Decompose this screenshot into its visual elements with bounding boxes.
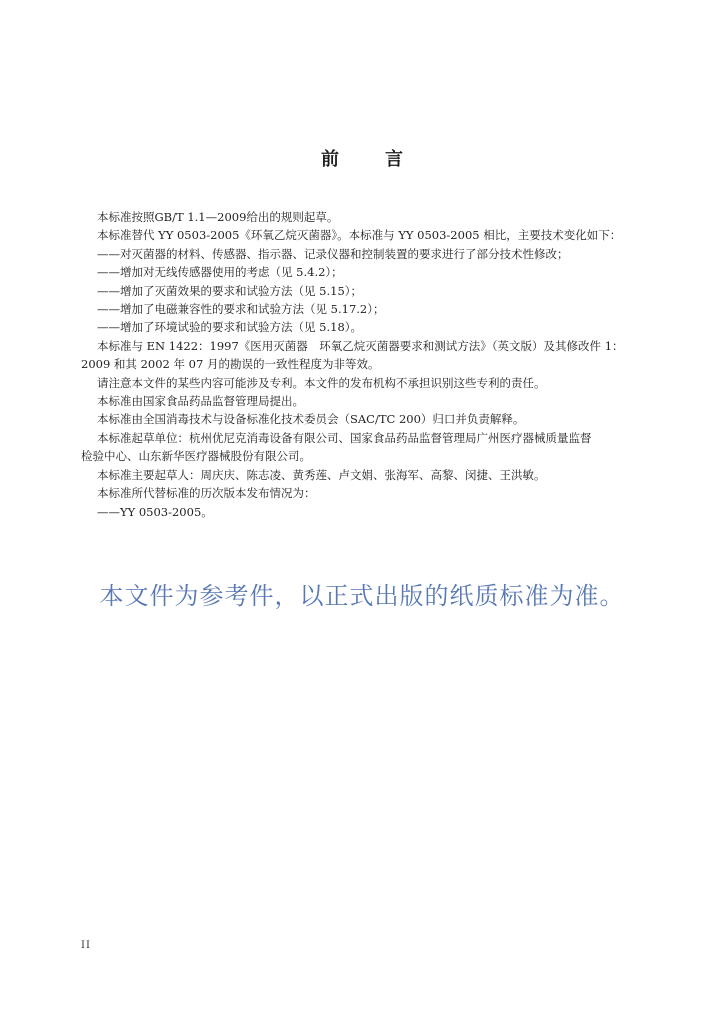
paragraph-consistency-continued: 2009 和其 2002 年 07 月的勘误的一致性程度为非等效。 [81,357,380,372]
paragraph-drafting-units-continued: 检验中心、山东新华医疗器械股份有限公司。 [81,449,311,464]
paragraph-history: 本标准所代替标准的历次版本发布情况为： [97,486,316,501]
list-item-change: ——对灭菌器的材料、传感器、指示器、记录仪器和控制装置的要求进行了部分技术性修改； [97,246,569,261]
paragraph-drafting-rule: 本标准按照GB/T 1.1—2009给出的规则起草。 [97,210,339,224]
page-title: 前 言 [321,149,417,170]
reference-watermark: 本文件为参考件，以正式出版的纸质标准为准。 [99,582,625,610]
paragraph-patent-notice: 请注意本文件的某些内容可能涉及专利。本文件的发布机构不承担识别这些专利的责任。 [97,375,546,390]
foreword-body [81,208,657,521]
list-item-change: ——增加了电磁兼容性的要求和试验方法（见 5.17.2）； [97,302,385,317]
paragraph-proposer: 本标准由国家食品药品监督管理局提出。 [97,394,304,409]
list-item-change: ——增加对无线传感器使用的考虑（见 5.4.2）； [97,265,343,280]
list-item-change: ——增加了环境试验的要求和试验方法（见 5.18）。 [97,320,363,335]
list-item-change: ——增加了灭菌效果的要求和试验方法（见 5.15）； [97,283,363,298]
paragraph-drafters: 本标准主要起草人：周庆庆、陈志凌、黄秀莲、卢文娟、张海军、高黎、闵捷、王洪敏。 [97,467,546,482]
paragraph-drafting-units: 本标准起草单位：杭州优尼克消毒设备有限公司、国家食品药品监督管理局广州医疗器械质量监督 [97,430,592,445]
paragraph-committee: 本标准由全国消毒技术与设备标准化技术委员会（SAC/TC 200）归口并负责解释。 [97,412,525,427]
paragraph-consistency: 本标准与 EN 1422：1997《医用灭菌器 环氧乙烷灭菌器要求和测试方法》（英文版）及其修改件 1： [97,338,624,353]
list-item-history: ——YY 0503-2005。 [97,504,213,519]
paragraph-replacement: 本标准替代 YY 0503-2005《环氧乙烷灭菌器》。本标准与 YY 0503-2005 相比，主要技术变化如下： [97,228,622,243]
page-number: II [81,940,91,951]
